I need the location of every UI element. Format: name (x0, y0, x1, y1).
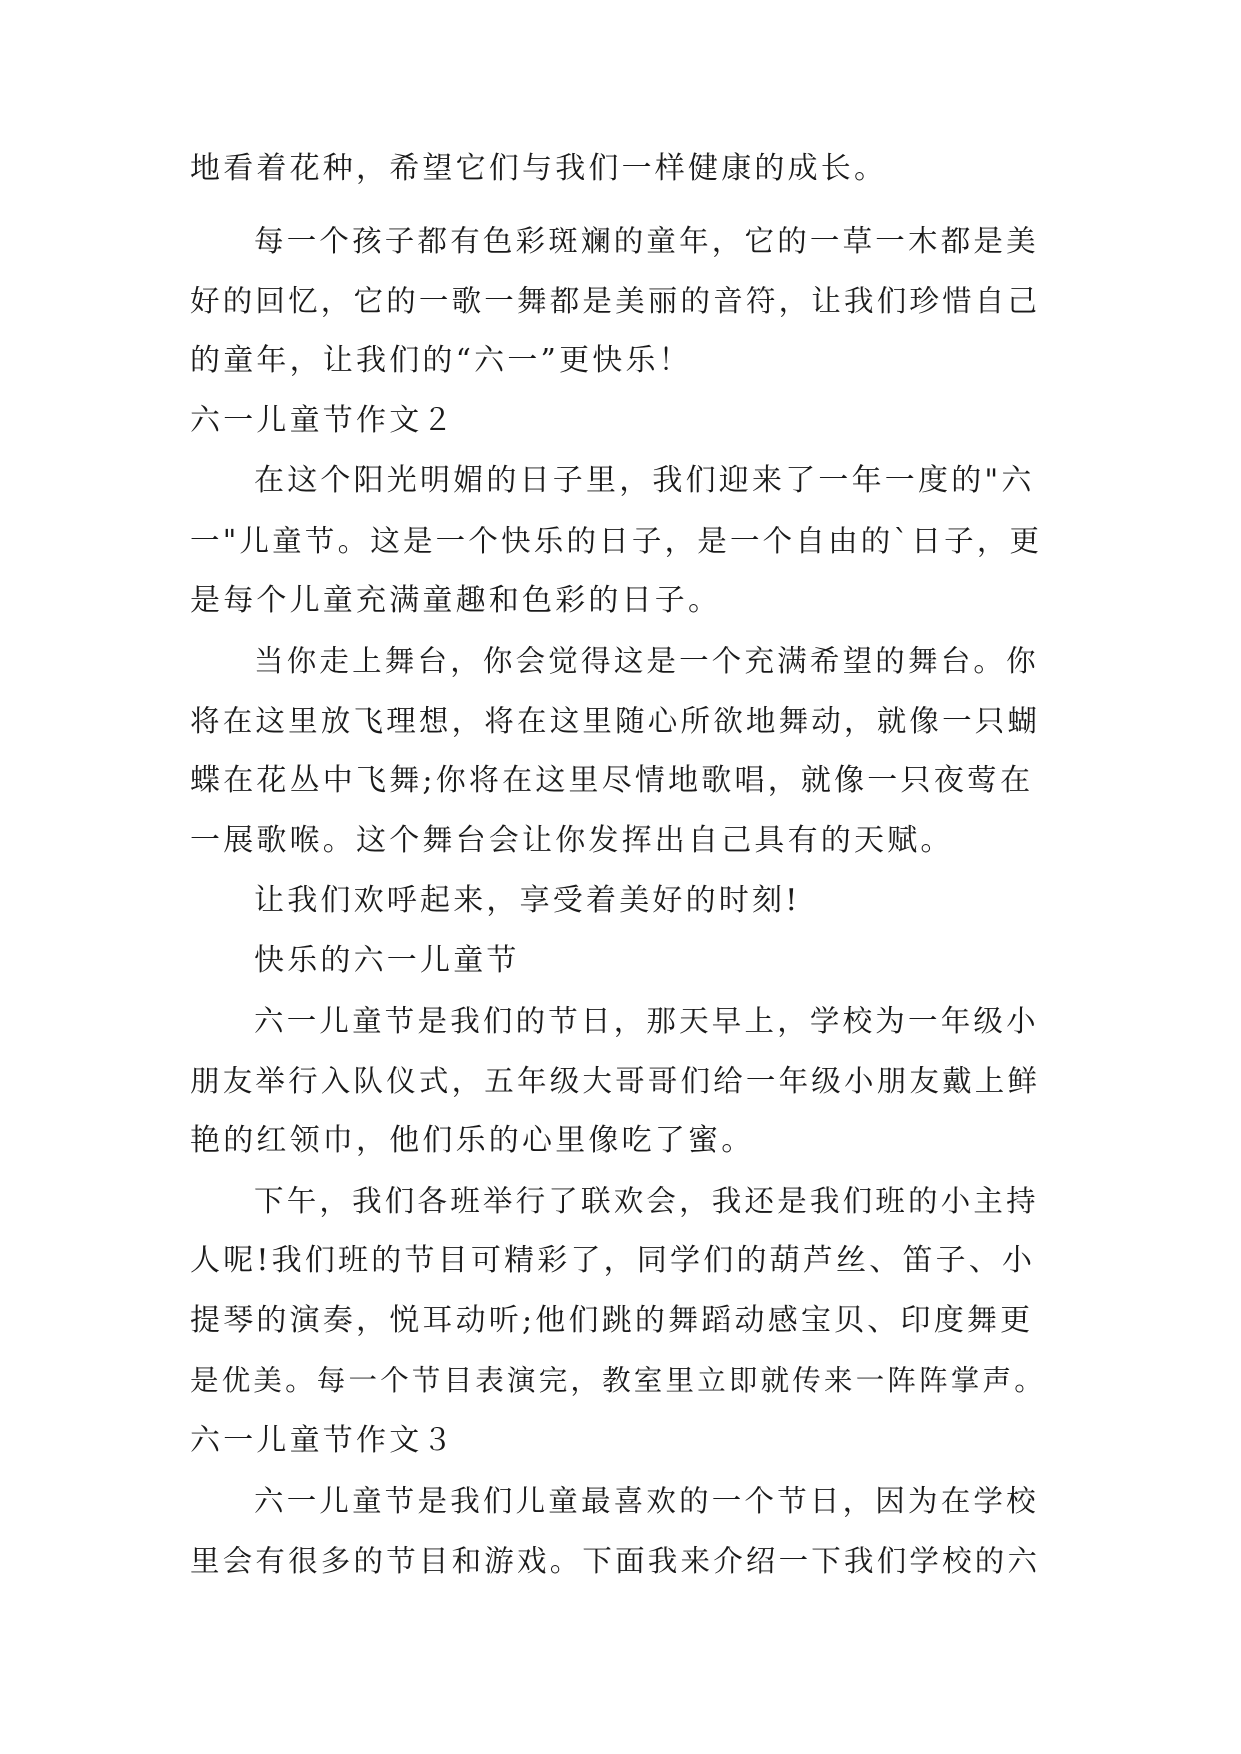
paragraph-first-line: 下午，我们各班举行了联欢会，我还是我们班的小主持 (254, 1184, 1039, 1218)
paragraph-first-line: 当你走上舞台，你会觉得这是一个充满希望的舞台。你 (254, 644, 1039, 678)
section-heading: 六一儿童节作文３ (190, 1423, 456, 1458)
text-line: 是每个儿童充满童趣和色彩的日子。 (190, 583, 722, 618)
text-line: 好的回忆，它的一歌一舞都是美丽的音符，让我们珍惜自己 (190, 284, 1041, 318)
paragraph-first-line: 六一儿童节是我们的节日，那天早上，学校为一年级小 (254, 1004, 1039, 1038)
text-line: 艳的红领巾，他们乐的心里像吃了蜜。 (190, 1123, 755, 1158)
text-line: 一"儿童节。这是一个快乐的日子，是一个自由的`日子，更 (190, 524, 1043, 558)
text-line: 里会有很多的节目和游戏。下面我来介绍一下我们学校的六 (190, 1544, 1041, 1578)
paragraph-first-line: 六一儿童节是我们儿童最喜欢的一个节日，因为在学校 (254, 1484, 1039, 1518)
paragraph-first-line: 每一个孩子都有色彩斑斓的童年，它的一草一木都是美 (254, 224, 1039, 258)
text-line: 一展歌喉。这个舞台会让你发挥出自己具有的天赋。 (190, 823, 954, 858)
subtitle-line: 快乐的六一儿童节 (254, 943, 520, 978)
text-line: 朋友举行入队仪式，五年级大哥哥们给一年级小朋友戴上鲜 (190, 1064, 1041, 1098)
text-line: 地看着花种，希望它们与我们一样健康的成长。 (190, 151, 888, 186)
text-line: 是优美。每一个节目表演完，教室里立即就传来一阵阵掌声。 (190, 1364, 1046, 1397)
text-line: 提琴的演奏，悦耳动听;他们跳的舞蹈动感宝贝、印度舞更 (190, 1303, 1034, 1338)
text-line: 人呢!我们班的节目可精彩了，同学们的葫芦丝、笛子、小 (190, 1243, 1036, 1278)
section-heading: 六一儿童节作文２ (190, 403, 456, 438)
text-line: 将在这里放飞理想，将在这里随心所欲地舞动，就像一只蝴 (190, 704, 1041, 738)
text-line: 的童年，让我们的“六一”更快乐！ (190, 343, 692, 378)
text-line: 蝶在花丛中飞舞;你将在这里尽情地歌唱，就像一只夜莺在 (190, 763, 1034, 798)
paragraph-first-line: 在这个阳光明媚的日子里，我们迎来了一年一度的"六 (254, 463, 1035, 498)
paragraph-first-line: 让我们欢呼起来，享受着美好的时刻! (254, 883, 801, 918)
